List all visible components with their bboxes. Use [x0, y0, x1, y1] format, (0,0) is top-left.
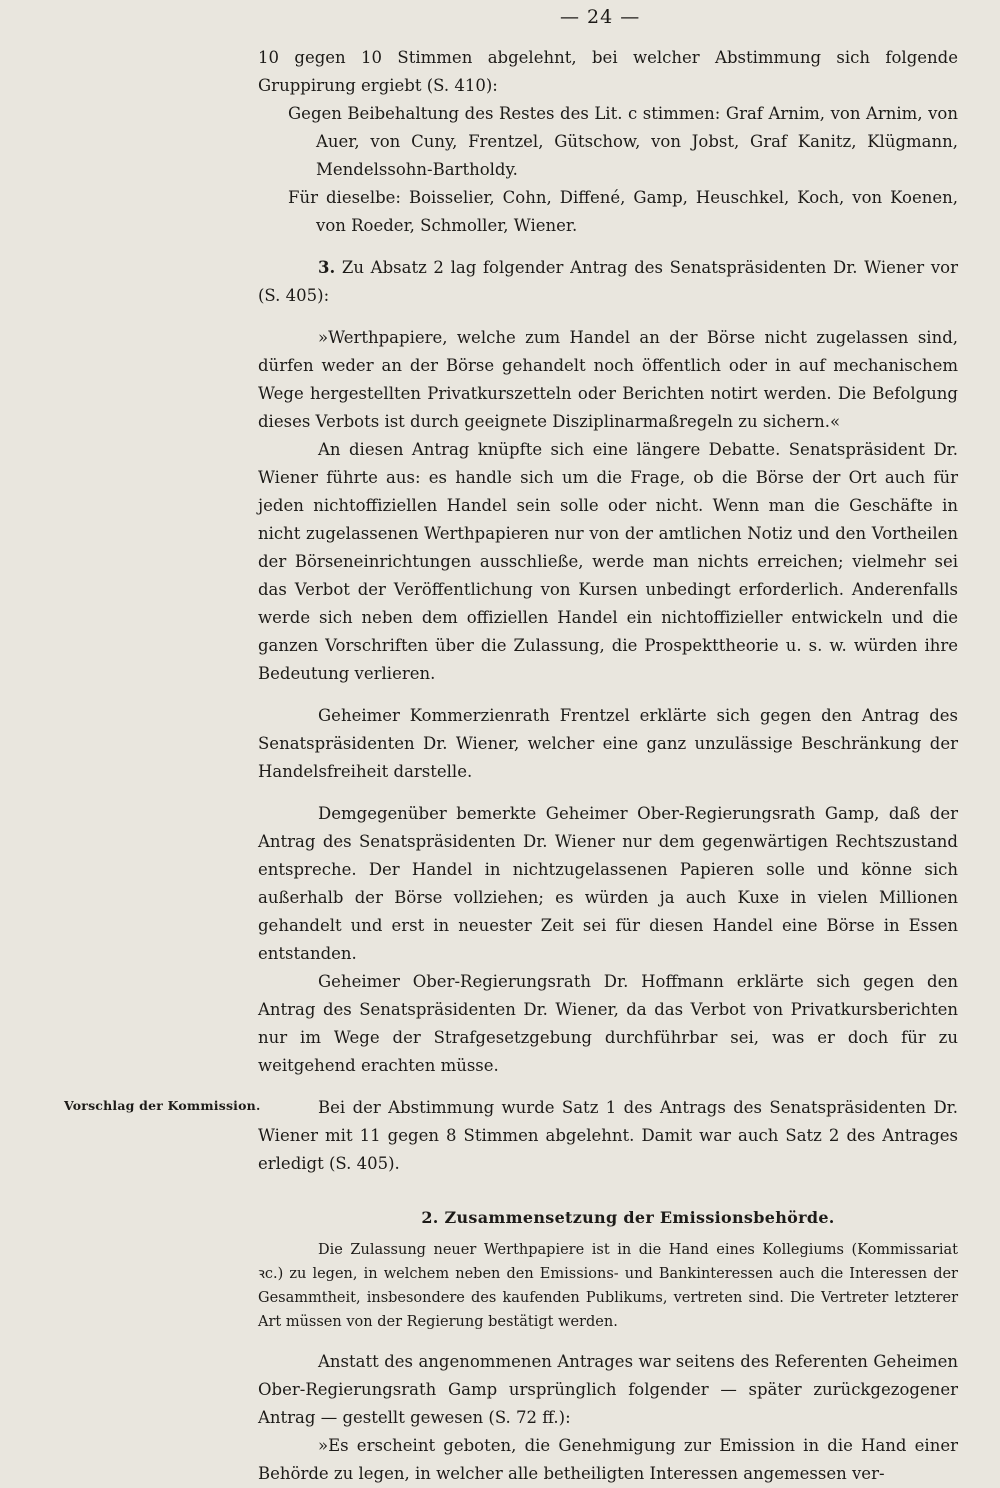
paragraph-commission-proposal: Die Zulassung neuer Werthpapiere ist in die Hand eines Kollegiums (Kommissariat ꝛc.) zu legen, in welchem neben den Emissions- und Bankinteressen auch die Interessen der Gesammtheit, insbesondere des kaufenden Publikums, vertreten sind. Die Vertreter letzterer Art müssen von der Regierung bestätigt werden. [258, 1242, 958, 1330]
main-text [258, 44, 958, 1488]
paragraph-for-list: Für dieselbe: Boisselier, Cohn, Diffené, Gamp, Heuschkel, Koch, von Koenen, von Roeder, Schmoller, Wiener. [288, 188, 958, 235]
paragraph-motion-quote: »Werthpapiere, welche zum Handel an der Börse nicht zugelassen sind, dürfen weder an der Börse gehandelt noch öffentlich oder in auf mechanischem Wege hergestellten Privatkurszetteln oder Berichten notirt werden. Die Befolgung dieses Verbots ist durch geeignete Disziplinarmaßregeln zu sichern.« [258, 328, 958, 431]
page-number: — 24 — [560, 6, 641, 28]
paragraph-vote-result: 10 gegen 10 Stimmen abgelehnt, bei welcher Abstimmung sich folgende Gruppirung ergiebt (S. 410): [258, 48, 958, 95]
paragraph-vote-outcome: Bei der Abstimmung wurde Satz 1 des Antrags des Senatspräsidenten Dr. Wiener mit 11 gegen 8 Stimmen abgelehnt. Damit war auch Satz 2 des Antrages erledigt (S. 405). [258, 1098, 958, 1173]
paragraph-gamp: Demgegenüber bemerkte Geheimer Ober-Regierungsrath Gamp, daß der Antrag des Senatspräsidenten Dr. Wiener nur dem gegenwärtigen Rechtszustand entspreche. Der Handel in nichtzugelassenen Papieren solle und könne sich außerhalb der Börse vollziehen; es würden ja auch Kuxe in vielen Millionen gehandelt und erst in neuester Zeit sei für diesen Handel eine Börse in Essen entstanden. [258, 804, 958, 963]
paragraph-against-list: Gegen Beibehaltung des Restes des Lit. c stimmen: Graf Arnim, von Arnim, von Auer, von Cuny, Frentzel, Gütschow, von Jobst, Graf Kanitz, Klügmann, Mendelssohn-Bartholdy. [288, 104, 958, 179]
paragraph-original-motion: Anstatt des angenommenen Antrages war seitens des Referenten Geheimen Ober-Regierungsrath Gamp ursprünglich folgender — später zurückgezogener Antrag — gestellt gewesen (S. 72 ff.): [258, 1352, 958, 1427]
paragraph-debate: An diesen Antrag knüpfte sich eine längere Debatte. Senatspräsident Dr. Wiener führte aus: es handle sich um die Frage, ob die Börse der Ort auch für jeden nichtoffiziellen Handel sein solle oder nicht. Wenn man die Geschäfte in nicht zugelassenen Werthpapieren nur von der amtlichen Notiz und den Vortheilen der Börseneinrichtungen ausschließe, werde man nichts erreichen; vielmehr sei das Verbot der Veröffentlichung von Kursen unbedingt erforderlich. Anderenfalls werde sich neben dem offiziellen Handel ein nichtoffizieller entwickeln und die ganzen Vorschriften über die Zulassung, die Prospekttheorie u. s. w. würden ihre Bedeutung verlieren. [258, 440, 958, 683]
margin-note: Vorschlag der Kommission. [64, 1098, 261, 1113]
paragraph-item-3 [258, 254, 958, 310]
section-heading: 2. Zusammensetzung der Emissionsbehörde. [421, 1208, 835, 1227]
paragraph-motion-text: »Es erscheint geboten, die Genehmigung zur Emission in die Hand einer Behörde zu legen, in welcher alle betheiligten Interessen angemessen ver- [258, 1436, 958, 1483]
paragraph-hoffmann: Geheimer Ober-Regierungsrath Dr. Hoffmann erklärte sich gegen den Antrag des Senatspräsidenten Dr. Wiener, da das Verbot von Privatkursberichten nur im Wege der Strafgesetzgebung durchführbar sei, was er doch für zu weitgehend erachten müsse. [258, 972, 958, 1075]
item-3-text: Zu Absatz 2 lag folgender Antrag des Senatspräsidenten Dr. Wiener vor (S. 405): [258, 258, 958, 305]
item-number: 3. [318, 258, 336, 277]
paragraph-frentzel: Geheimer Kommerzienrath Frentzel erklärte sich gegen den Antrag des Senatspräsidenten Dr. Wiener, welcher eine ganz unzulässige Beschränkung der Handelsfreiheit darstelle. [258, 706, 958, 781]
